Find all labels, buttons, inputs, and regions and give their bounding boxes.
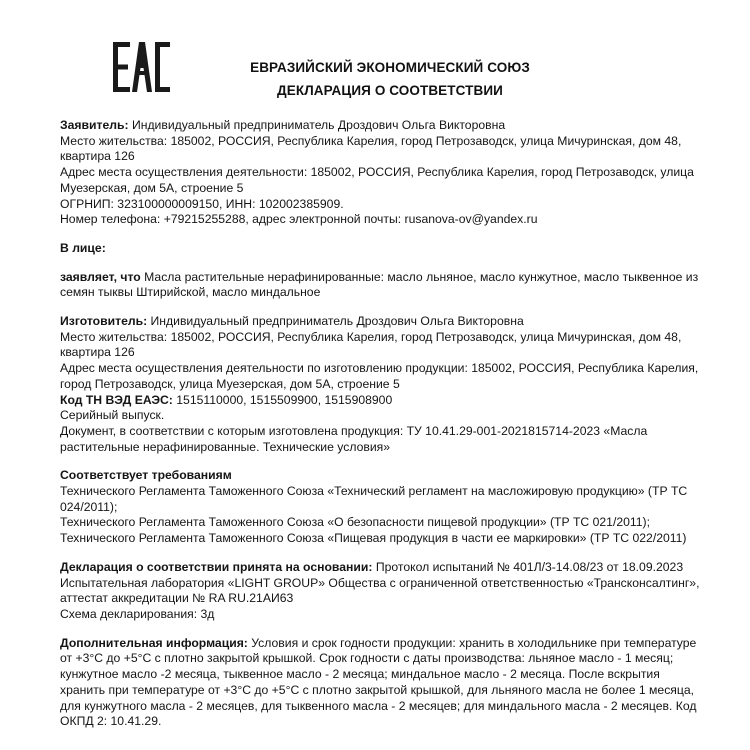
tn-ved-label: Код ТН ВЭД ЕАЭС: [60,392,173,407]
document-title: ДЕКЛАРАЦИЯ О СООТВЕТСТВИИ [277,83,503,98]
declares-section [60,270,700,301]
basis-label: Декларация о соответствии принята на основании: [60,559,373,574]
declares-label: заявляет, что [60,269,141,284]
requirements-section [60,468,700,547]
applicant-ogrnip: ОГРНИП: 323100000009150, ИНН: 102002385909. [60,196,344,211]
additional-info-text: Условия и срок годности продукции: хранить в холодильнике при температуре от +3°С до +5°С с плотно закрытой крышкой. Срок годности с даты производства: льняное масло - 1 месяц; кунжутное масло -2 месяца, тыквенное масло - 2 месяца; миндальное масло - 2 месяца. После вскрытия хранить при температуре от +3°С до +5°С с плотно закрытой крышкой, для льняного масла не более 1 месяца, для кунжутного масла - 2 месяцев, для тыквенного масла - 2 месяцев; для миндального масла - 2 месяцев. Код ОКПД 2: 10.41.29. [60,635,697,729]
requirement-item: Технического Регламента Таможенного Союза «Технический регламент на масложировую продукцию» (ТР ТС 024/2011); [60,484,688,514]
requirement-item: Технического Регламента Таможенного Союза «О безопасности пищевой продукции» (ТР ТС 021/2011); [60,515,650,530]
manufacturing-document: Документ, в соответствии с которым изготовлена продукция: ТУ 10.41.29-001-2021815714-2023 «Масла растительные нерафинированные. Технические условия» [60,423,648,454]
additional-info-label: Дополнительная информация: [60,635,248,650]
basis-section [60,560,700,623]
eac-mark-icon [103,38,173,96]
release-type: Серийный выпуск. [60,408,165,423]
manufacturer-name: Индивидуальный предприниматель Дроздович Ольга Викторовна [147,314,524,329]
requirement-item: Технического Регламента Таможенного Союза «Пищевая продукция в части ее маркировки» (ТР ТС 022/2011) [60,531,687,546]
applicant-name: Индивидуальный предприниматель Дроздович Ольга Викторовна [128,118,506,132]
manufacturer-label: Изготовитель: [60,314,148,329]
declares-product: Масла растительные нерафинированные: масло льняное, масло кунжутное, масло тыквенное из семян тыквы Штирийской, масло миндальное [60,269,699,300]
applicant-contacts: Номер телефона: +79215255288, адрес электронной почты: rusanova-ov@yandex.ru [60,212,538,227]
manufacturer-residence: Место жительства: 185002, РОССИЯ, Республика Карелия, город Петрозаводск, улица Мичуринская, дом 48, квартира 126 [60,329,682,360]
union-title: ЕВРАЗИЙСКИЙ ЭКОНОМИЧЕСКИЙ СОЮЗ [250,60,530,75]
applicant-section [60,118,700,228]
manufacturer-production-address: Адрес места осуществления деятельности по изготовлению продукции: 185002, РОССИЯ, Республика Карелия, город Петрозаводск, улица Муезерская, дом 5А, строение 5 [60,361,699,391]
declaration-scheme: Схема декларирования: 3д [60,606,215,621]
declaration-body [60,118,700,730]
manufacturer-section [60,314,700,455]
additional-info-section [60,636,700,730]
basis-text: Протокол испытаний № 401Л/3-14.08/23 от 18.09.2023 Испытательная лаборатория «LIGHT GROUP» Общества с ограниченной ответственностью «Трансконсалтинг», аттестат аккредитации № RA RU.21АИ63 [60,559,700,606]
applicant-residence: Место жительства: 185002, РОССИЯ, Республика Карелия, город Петрозаводск, улица Мичуринская, дом 48, квартира 126 [60,133,682,164]
in-person-label: В лице: [60,240,106,255]
applicant-activity-address: Адрес места осуществления деятельности: 185002, РОССИЯ, Республика Карелия, город Петрозаводск, улица Муезерская, дом 5А, строение 5 [60,165,694,195]
applicant-label: Заявитель: [60,118,129,132]
requirements-label: Соответствует требованиям [60,468,232,483]
document-header [190,56,590,102]
tn-ved-codes: 1515110000, 1515509900, 1515908900 [172,392,393,407]
